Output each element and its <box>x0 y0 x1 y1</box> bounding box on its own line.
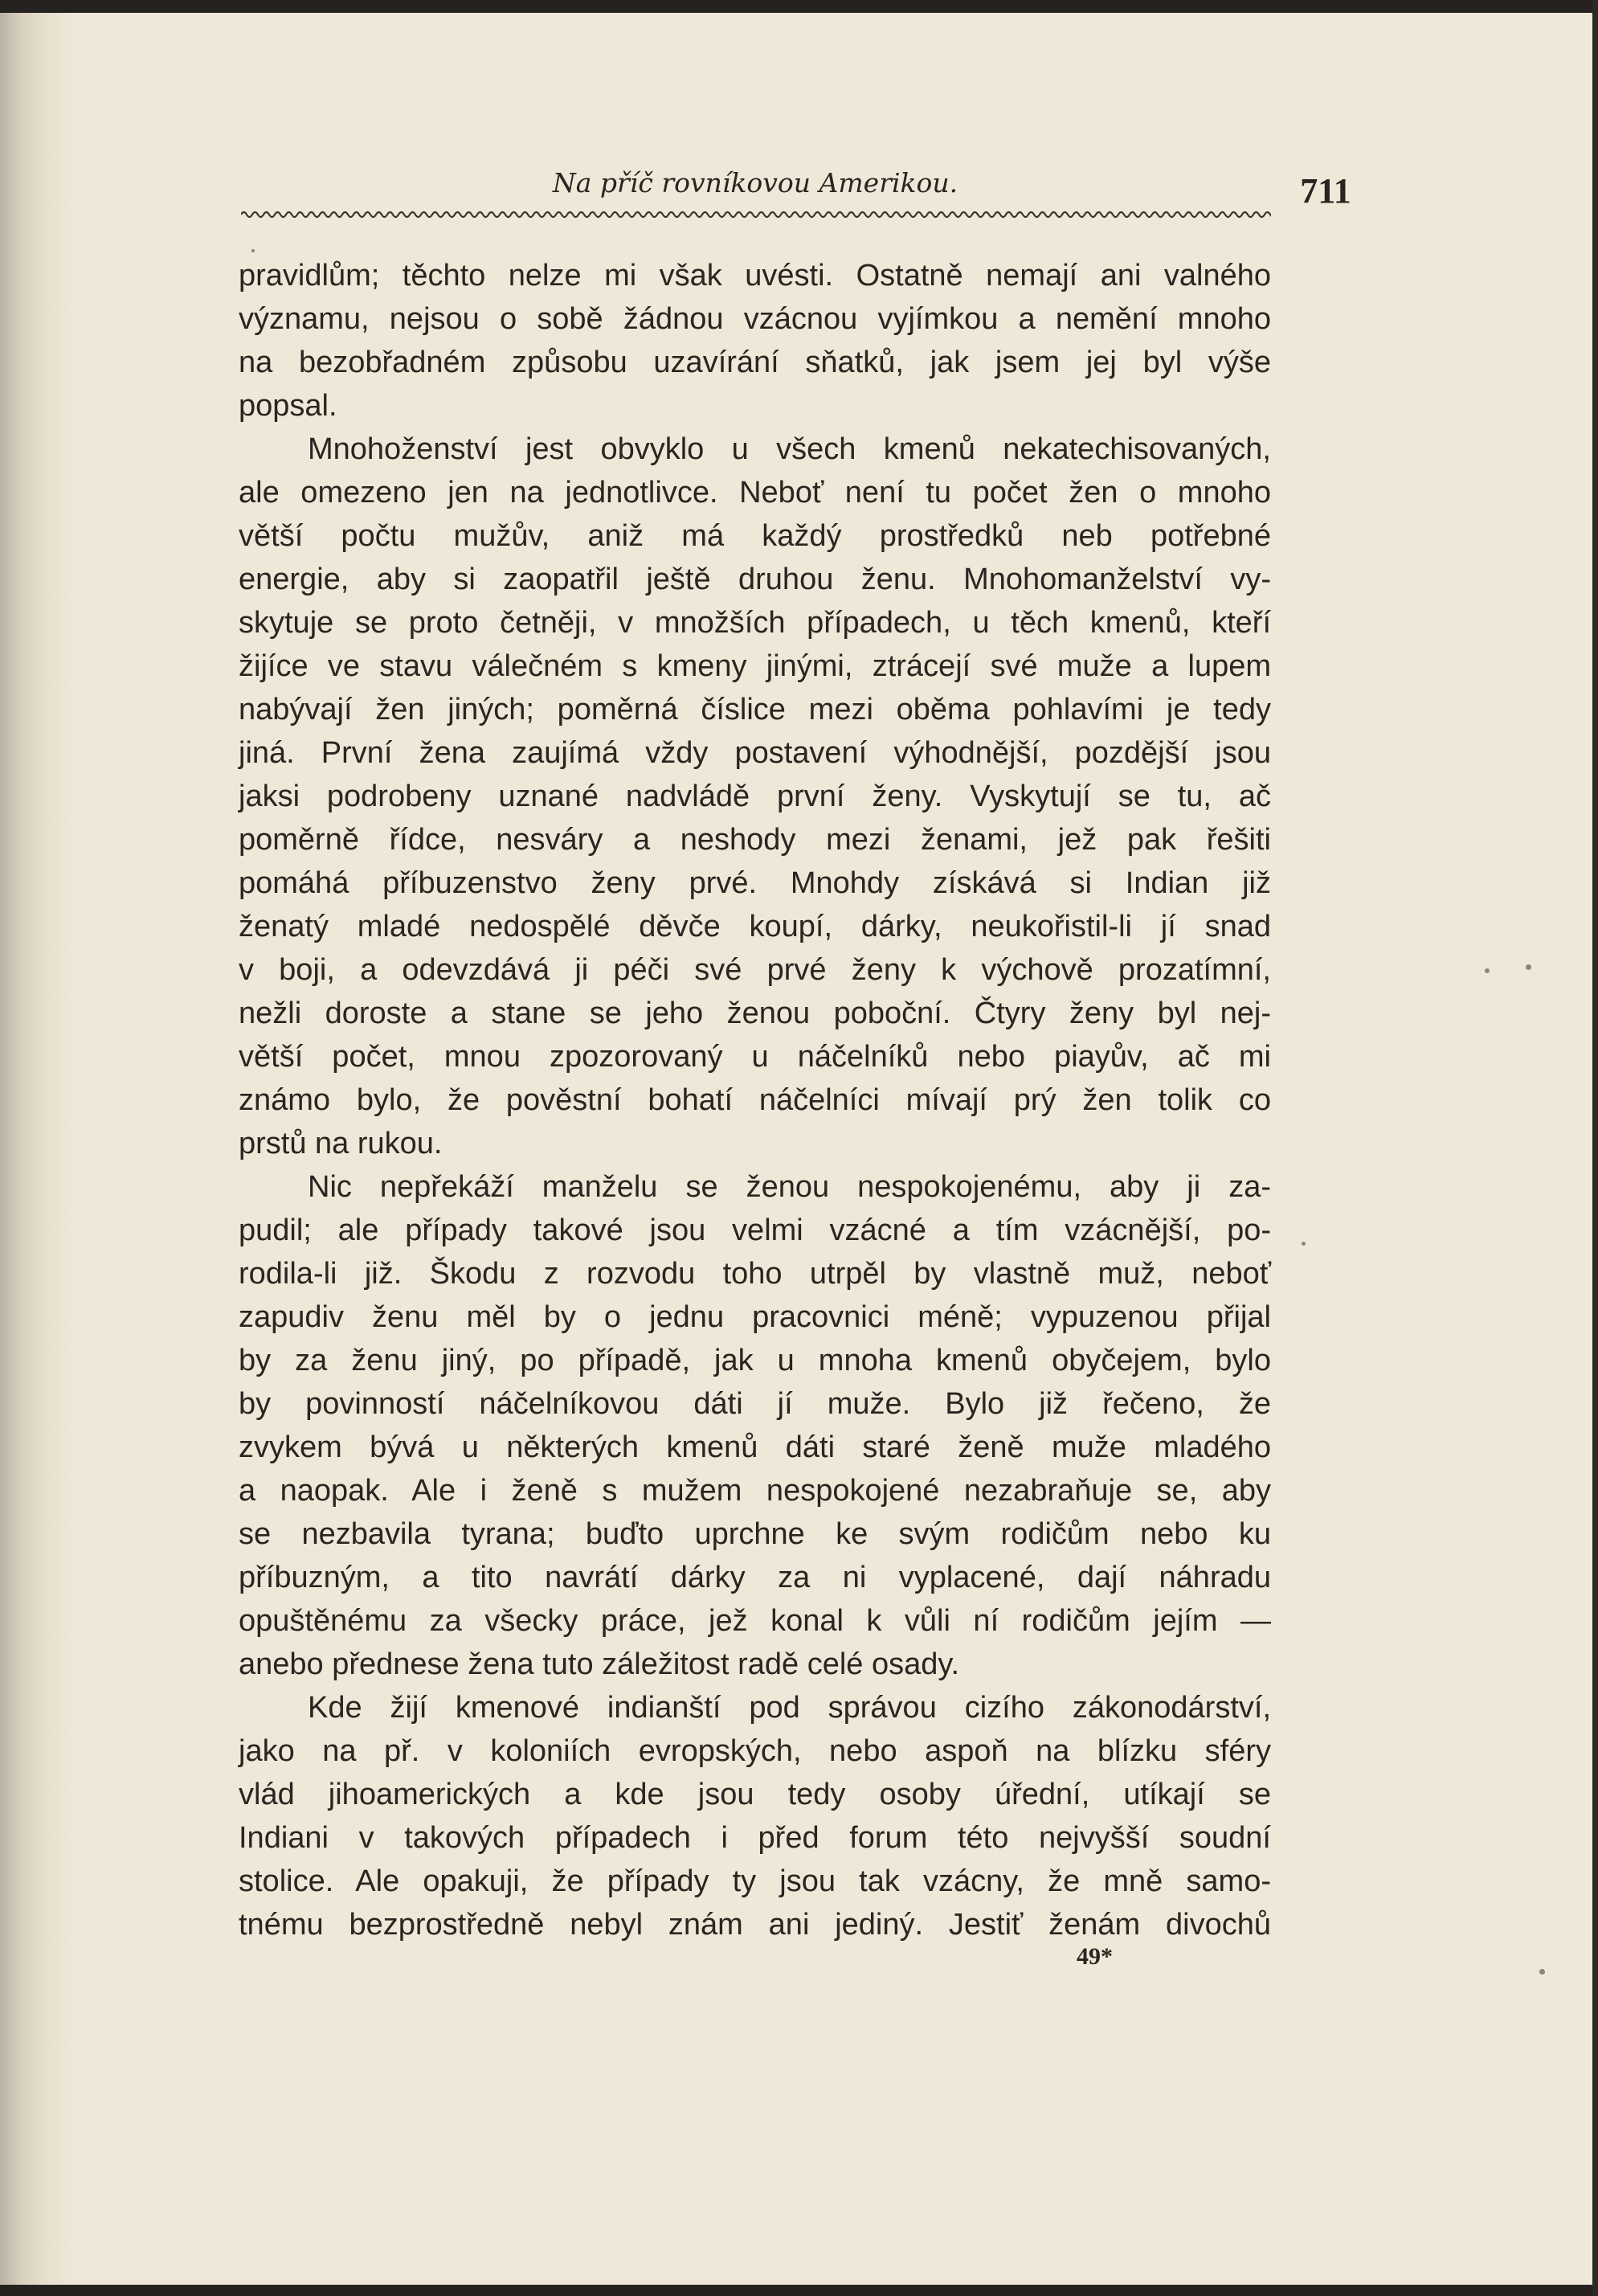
text-line: větší počet, mnou zpozorovaný u náčelníků nebo piayův, ač mi <box>239 1040 1271 1074</box>
text-line: v boji, a odevzdává ji péči své prvé ženy k výchově prozatímní, <box>239 953 1271 987</box>
text-line: ale omezeno jen na jednotlivce. Neboť není tu počet žen o mnoho <box>239 476 1271 510</box>
text-line: významu, nejsou o sobě žádnou vzácnou vyjímkou a nemění mnoho <box>239 302 1271 336</box>
text-line: a naopak. Ale i ženě s mužem nespokojené nezabraňuje se, aby <box>239 1474 1271 1508</box>
paragraph-start-line: Nic nepřekáží manželu se ženou nespokojenému, aby ji za- <box>308 1170 1271 1204</box>
text-line: na bezobřadném způsobu uzavírání sňatků, jak jsem jej byl výše <box>239 346 1271 379</box>
scan-speck <box>1526 964 1531 970</box>
text-line: by povinností náčelníkovou dáti jí muže. Bylo již řečeno, že <box>239 1387 1271 1421</box>
text-line: poměrně řídce, nesváry a neshody mezi ženami, jež pak řešiti <box>239 823 1271 857</box>
text-line: anebo přednese žena tuto záležitost radě celé osady. <box>239 1647 960 1681</box>
text-line: jako na př. v koloniích evropských, nebo aspoň na blízku sféry <box>239 1734 1271 1768</box>
wavy-header-rule <box>241 207 1271 222</box>
text-line: zvykem bývá u některých kmenů dáti staré ženě muže mladého <box>239 1430 1271 1464</box>
scan-speck <box>1302 1242 1306 1246</box>
text-line: vlád jihoamerických a kde jsou tedy osoby úřední, utíkají se <box>239 1778 1271 1811</box>
text-line: opuštěnému za všecky práce, jež konal k vůli ní rodičům jejím — <box>239 1604 1271 1638</box>
text-line: popsal. <box>239 389 337 423</box>
paragraph-start-line: Mnohoženství jest obvyklo u všech kmenů nekatechisovaných, <box>308 432 1271 466</box>
text-line: nabývají žen jiných; poměrná číslice mezi oběma pohlavími je tedy <box>239 693 1271 726</box>
text-line: stolice. Ale opakuji, že případy ty jsou tak vzácny, že mně samo- <box>239 1864 1271 1898</box>
text-line: pudil; ale případy takové jsou velmi vzácné a tím vzácnější, po- <box>239 1213 1271 1247</box>
text-line: skytuje se proto četněji, v množších případech, u těch kmenů, kteří <box>239 606 1271 640</box>
scan-speck <box>1485 968 1490 973</box>
text-line: jaksi podrobeny uznané nadvládě první ženy. Vyskytují se tu, ač <box>239 780 1271 813</box>
scan-speck <box>1539 1969 1545 1975</box>
paragraph-start-line: Kde žijí kmenové indianští pod správou cizího zákonodárství, <box>308 1691 1271 1725</box>
text-line: větší počtu mužův, aniž má každý prostředků neb potřebné <box>239 519 1271 553</box>
text-line: známo bylo, že pověstní bohatí náčelníci mívají prý žen tolik co <box>239 1083 1271 1117</box>
text-line: pomáhá příbuzenstvo ženy prvé. Mnohdy získává si Indian již <box>239 866 1271 900</box>
text-line: žijíce ve stavu válečném s kmeny jinými, ztrácejí své muže a lupem <box>239 649 1271 683</box>
running-title: Na příč rovníkovou Amerikou. <box>552 167 958 198</box>
text-line: Indiani v takových případech i před forum této nejvyšší soudní <box>239 1821 1271 1855</box>
scan-speck <box>251 249 255 252</box>
body-text <box>239 254 1271 1946</box>
text-line: pravidlům; těchto nelze mi však uvésti. Ostatně nemají ani valného <box>239 259 1271 293</box>
text-line: se nezbavila tyrana; buďto uprchne ke svým rodičům nebo ku <box>239 1517 1271 1551</box>
scan-border-right <box>1592 0 1598 2296</box>
scan-border-top <box>0 0 1598 13</box>
signature-mark: 49* <box>1077 1943 1113 1970</box>
text-line: jiná. První žena zaujímá vždy postavení výhodnější, pozdější jsou <box>239 736 1271 770</box>
page-number: 711 <box>1300 171 1351 211</box>
scan-border-bottom <box>0 2285 1598 2296</box>
book-spine-shadow <box>0 0 72 2296</box>
text-line: by za ženu jiný, po případě, jak u mnoha kmenů obyčejem, bylo <box>239 1344 1271 1377</box>
text-line: rodila-li již. Škodu z rozvodu toho utrpěl by vlastně muž, neboť <box>239 1257 1271 1291</box>
text-line: nežli doroste a stane se jeho ženou poboční. Čtyry ženy byl nej- <box>239 997 1271 1030</box>
text-line: energie, aby si zaopatřil ještě druhou ženu. Mnohomanželství vy- <box>239 563 1271 596</box>
text-line: tnému bezprostředně nebyl znám ani jediný. Jestiť ženám divochů <box>239 1908 1271 1942</box>
text-line: příbuzným, a tito navrátí dárky za ni vyplacené, dají náhradu <box>239 1561 1271 1594</box>
text-line: ženatý mladé nedospělé děvče koupí, dárky, neukořistil-li jí snad <box>239 910 1271 943</box>
text-line: zapudiv ženu měl by o jednu pracovnici méně; vypuzenou přijal <box>239 1300 1271 1334</box>
text-line: prstů na rukou. <box>239 1127 443 1160</box>
